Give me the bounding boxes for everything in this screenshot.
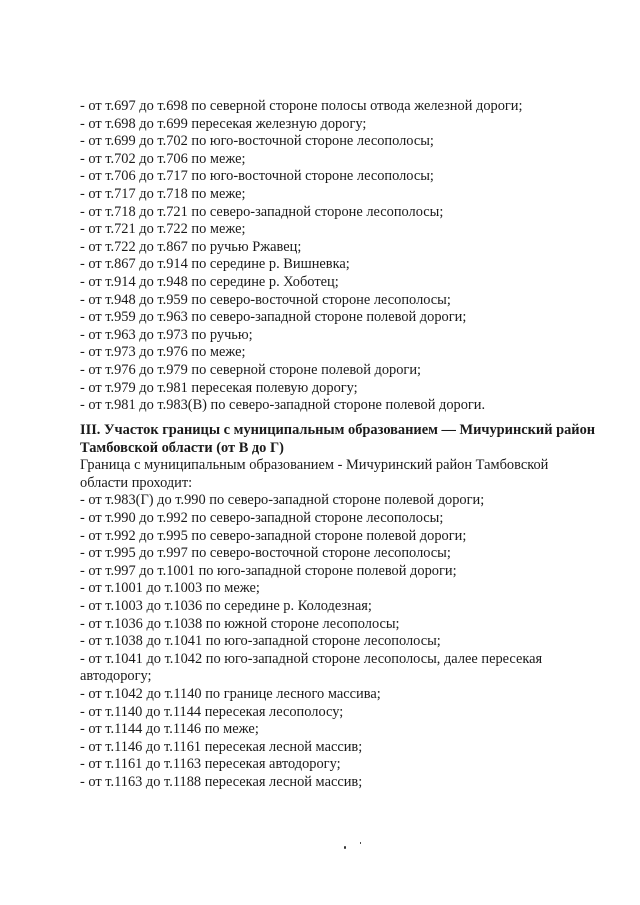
list-item: - от т.699 до т.702 по юго-восточной стороне лесополосы; (80, 133, 434, 150)
list-item: - от т.1146 до т.1161 пересекая лесной массив; (80, 738, 363, 755)
list-item: - от т.1038 до т.1041 по юго-западной стороне лесополосы; (80, 633, 441, 650)
list-item: - от т.717 до т.718 по меже; (80, 185, 246, 202)
list-item: - от т.973 до т.976 по меже; (80, 344, 246, 361)
list-item: - от т.979 до т.981 пересекая полевую дорогу; (80, 379, 358, 396)
list-item: - от т.1003 до т.1036 по середине р. Колодезная; (80, 597, 372, 614)
list-item: - от т.1001 до т.1003 по меже; (80, 580, 260, 597)
list-item: - от т.1161 до т.1163 пересекая автодорогу; (80, 756, 341, 773)
list-item: - от т.981 до т.983(В) по северо-западной стороне полевой дороги. (80, 397, 486, 414)
list-item: - от т.1036 до т.1038 по южной стороне лесополосы; (80, 615, 400, 632)
list-item: - от т.718 до т.721 по северо-западной стороне лесополосы; (80, 203, 444, 220)
list-item: - от т.990 до т.992 по северо-западной стороне лесополосы; (80, 509, 444, 526)
list-item: - от т.1140 до т.1144 пересекая лесополосу; (80, 703, 344, 720)
boundary-list-part-2 (80, 98, 600, 415)
section-3 (80, 422, 600, 791)
section-heading: III. Участок границы с муниципальным образованием — Мичуринский район Тамбовской области (от В до Г) (80, 422, 596, 456)
list-item: - от т.983(Г) до т.990 по северо-западной стороне полевой дороги; (80, 492, 485, 509)
list-item: - от т.706 до т.717 по юго-восточной стороне лесополосы; (80, 168, 434, 185)
section-intro: Граница с муниципальным образованием - Мичуринский район Тамбовской области проходит: (80, 457, 549, 491)
list-item: - от т.959 до т.963 по северо-западной стороне полевой дороги; (80, 309, 467, 326)
list-item: - от т.722 до т.867 по ручью Ржавец; (80, 238, 302, 255)
list-item: - от т.948 до т.959 по северо-восточной стороне лесополосы; (80, 291, 451, 308)
list-item: - от т.914 до т.948 по середине р. Хоботец; (80, 273, 339, 290)
list-item: - от т.867 до т.914 по середине р. Вишневка; (80, 256, 350, 273)
scan-speck (344, 846, 346, 849)
list-item: - от т.721 до т.722 по меже; (80, 221, 246, 238)
scan-speck (360, 842, 361, 844)
list-item: - от т.976 до т.979 по северной стороне полевой дороги; (80, 361, 422, 378)
list-item: - от т.963 до т.973 по ручью; (80, 326, 253, 343)
list-item: - от т.702 до т.706 по меже; (80, 150, 246, 167)
list-item: - от т.997 до т.1001 по юго-западной стороне полевой дороги; (80, 562, 457, 579)
list-item: - от т.1163 до т.1188 пересекая лесной массив; (80, 773, 363, 790)
list-item: - от т.1041 до т.1042 по юго-западной стороне лесополосы, далее пересекая автодорогу; (80, 650, 543, 685)
list-item: - от т.1144 до т.1146 по меже; (80, 721, 259, 738)
list-item: - от т.992 до т.995 по северо-западной стороне полевой дороги; (80, 527, 467, 544)
list-item: - от т.1042 до т.1140 по границе лесного массива; (80, 685, 381, 702)
list-item: - от т.697 до т.698 по северной стороне полосы отвода железной дороги; (80, 98, 523, 114)
list-item: - от т.995 до т.997 по северо-восточной стороне лесополосы; (80, 545, 451, 562)
list-item: - от т.698 до т.699 пересекая железную дорогу; (80, 115, 367, 132)
